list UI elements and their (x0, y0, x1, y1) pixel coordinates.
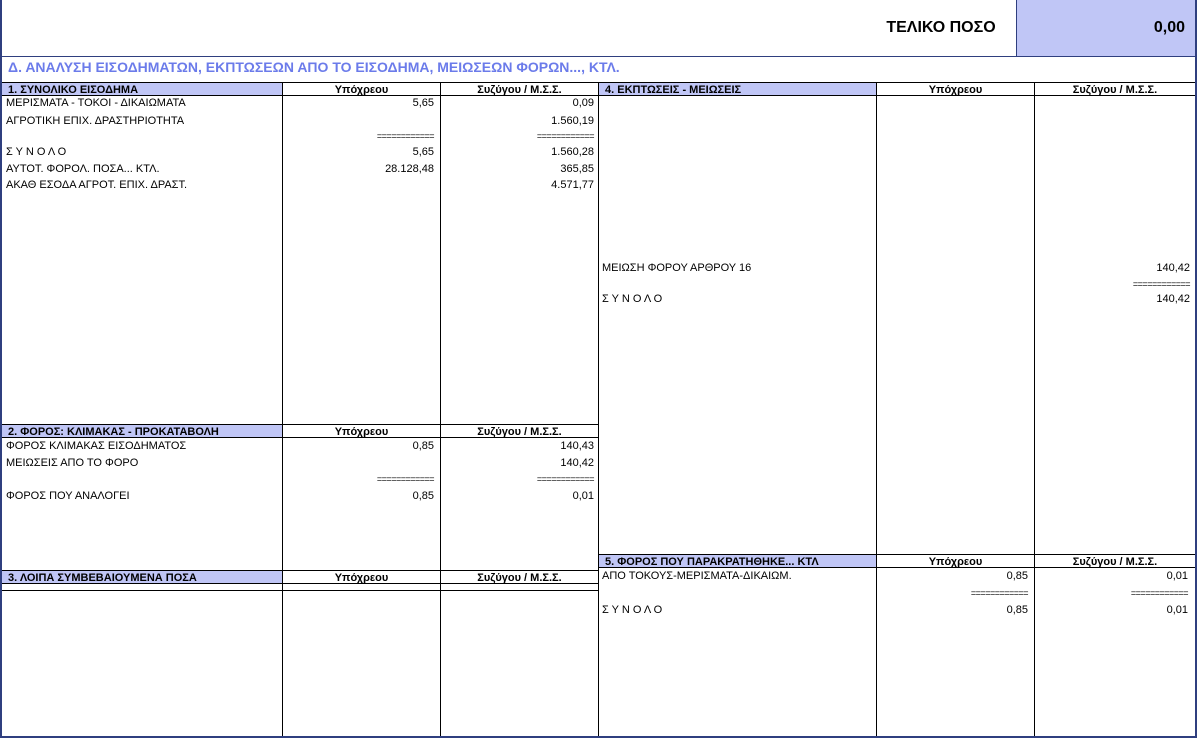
withheld-row-label: ΑΠΟ ΤΟΚΟΥΣ-ΜΕΡΙΣΜΑΤΑ-ΔΙΚΑΙΩΜ. (602, 570, 792, 582)
tax-due-taxpayer: 0,85 (412, 490, 434, 502)
income-total-spouse: 1.560,28 (551, 146, 594, 158)
income-col-taxpayer: Υπόχρεου (283, 82, 440, 96)
header-divider (0, 56, 1197, 57)
income-row-spouse: 0,09 (572, 97, 594, 109)
deductions-col-spouse: Συζύγου / Μ.Σ.Σ. (1035, 82, 1195, 96)
income-row-label: ΑΓΡΟΤΙΚΗ ΕΠΙΧ. ΔΡΑΣΤΗΡΙΟΤΗΤΑ (6, 115, 185, 127)
income-row-taxpayer: 5,65 (412, 97, 434, 109)
tax-separator: ============ (376, 474, 434, 484)
tax-due-label: ΦΟΡΟΣ ΠΟΥ ΑΝΑΛΟΓΕΙ (6, 490, 130, 502)
income-row-label: ΜΕΡΙΣΜΑΤΑ - ΤΟΚΟΙ - ΔΙΚΑΙΩΜΑΤΑ (6, 97, 186, 109)
withheld-total-spouse: 0,01 (1166, 604, 1188, 616)
left-col-divider-1 (282, 82, 283, 736)
income-separator: ============ (536, 131, 594, 141)
withheld-separator: ============ (970, 588, 1028, 598)
withheld-total-taxpayer: 0,85 (1006, 604, 1028, 616)
deductions-row-spouse: 140,42 (1156, 262, 1190, 274)
total-amount-value: 0,00 (1017, 0, 1195, 56)
right-col-divider-1 (876, 82, 877, 736)
income-total-label: Σ Υ Ν Ο Λ Ο (6, 146, 67, 158)
withheld-separator: ============ (1130, 588, 1188, 598)
right-col-divider-2 (1034, 82, 1035, 736)
total-amount-label: ΤΕΛΙΚΟ ΠΟΣΟ (866, 0, 1017, 56)
deductions-row-label: ΜΕΙΩΣΗ ΦΟΡΟΥ ΑΡΘΡΟΥ 16 (602, 262, 752, 274)
tax-row-label: ΦΟΡΟΣ ΚΛΙΜΑΚΑΣ ΕΙΣΟΔΗΜΑΤΟΣ (6, 440, 187, 452)
withheld-row-spouse: 0,01 (1166, 570, 1188, 582)
other-col-taxpayer: Υπόχρεου (283, 570, 440, 584)
deductions-separator: ============ (1132, 279, 1190, 289)
income-col-spouse: Συζύγου / Μ.Σ.Σ. (441, 82, 598, 96)
income-row-spouse: 1.560,19 (551, 115, 594, 127)
tax-due-spouse: 0,01 (572, 490, 594, 502)
income-row-spouse: 4.571,77 (551, 179, 594, 191)
deductions-section-header: 4. ΕΚΠΤΩΣΕΙΣ - ΜΕΙΩΣΕΙΣ (599, 82, 876, 96)
tax-col-taxpayer: Υπόχρεου (283, 424, 440, 438)
income-row-label: ΑΥΤΟΤ. ΦΟΡΟΛ. ΠΟΣΑ... ΚΤΛ. (6, 163, 160, 175)
tax-row-spouse: 140,43 (560, 440, 594, 452)
income-separator: ============ (376, 131, 434, 141)
tax-row-spouse: 140,42 (560, 457, 594, 469)
middle-divider (598, 82, 599, 736)
tax-row-taxpayer: 0,85 (412, 440, 434, 452)
tax-separator: ============ (536, 474, 594, 484)
deductions-total-spouse: 140,42 (1156, 293, 1190, 305)
income-row-taxpayer: 28.128,48 (385, 163, 434, 175)
tax-section-header: 2. ΦΟΡΟΣ: ΚΛΙΜΑΚΑΣ - ΠΡΟΚΑΤΑΒΟΛΗ (2, 424, 282, 438)
income-total-taxpayer: 5,65 (412, 146, 434, 158)
income-row-spouse: 365,85 (560, 163, 594, 175)
other-col-spouse: Συζύγου / Μ.Σ.Σ. (441, 570, 598, 584)
deductions-col-taxpayer: Υπόχρεου (877, 82, 1034, 96)
withheld-total-label: Σ Υ Ν Ο Λ Ο (602, 604, 663, 616)
withheld-col-taxpayer: Υπόχρεου (877, 554, 1034, 568)
other-section-rule (2, 590, 598, 591)
withheld-section-header: 5. ΦΟΡΟΣ ΠΟΥ ΠΑΡΑΚΡΑΤΗΘΗΚΕ... ΚΤΛ (599, 554, 876, 568)
income-row-label: ΑΚΑΘ ΕΣΟΔΑ ΑΓΡΟΤ. ΕΠΙΧ. ΔΡΑΣΤ. (6, 179, 188, 191)
other-section-header: 3. ΛΟΙΠΑ ΣΥΜΒΕΒΑΙΟΥΜΕΝΑ ΠΟΣΑ (2, 570, 282, 584)
tax-col-spouse: Συζύγου / Μ.Σ.Σ. (441, 424, 598, 438)
deductions-total-label: Σ Υ Ν Ο Λ Ο (602, 293, 663, 305)
withheld-row-taxpayer: 0,85 (1006, 570, 1028, 582)
income-section-header: 1. ΣΥΝΟΛΙΚΟ ΕΙΣΟΔΗΜΑ (2, 82, 282, 96)
tax-row-label: ΜΕΙΩΣΕΙΣ ΑΠΟ ΤΟ ΦΟΡΟ (6, 457, 139, 469)
withheld-col-spouse: Συζύγου / Μ.Σ.Σ. (1035, 554, 1195, 568)
section-title: Δ. ΑΝΑΛΥΣΗ ΕΙΣΟΔΗΜΑΤΩΝ, ΕΚΠΤΩΣΕΩΝ ΑΠΟ ΤΟ ΕΙΣΟΔΗΜΑ, ΜΕΙΩΣΕΩΝ ΦΟΡΩΝ..., ΚΤΛ. (8, 59, 620, 75)
